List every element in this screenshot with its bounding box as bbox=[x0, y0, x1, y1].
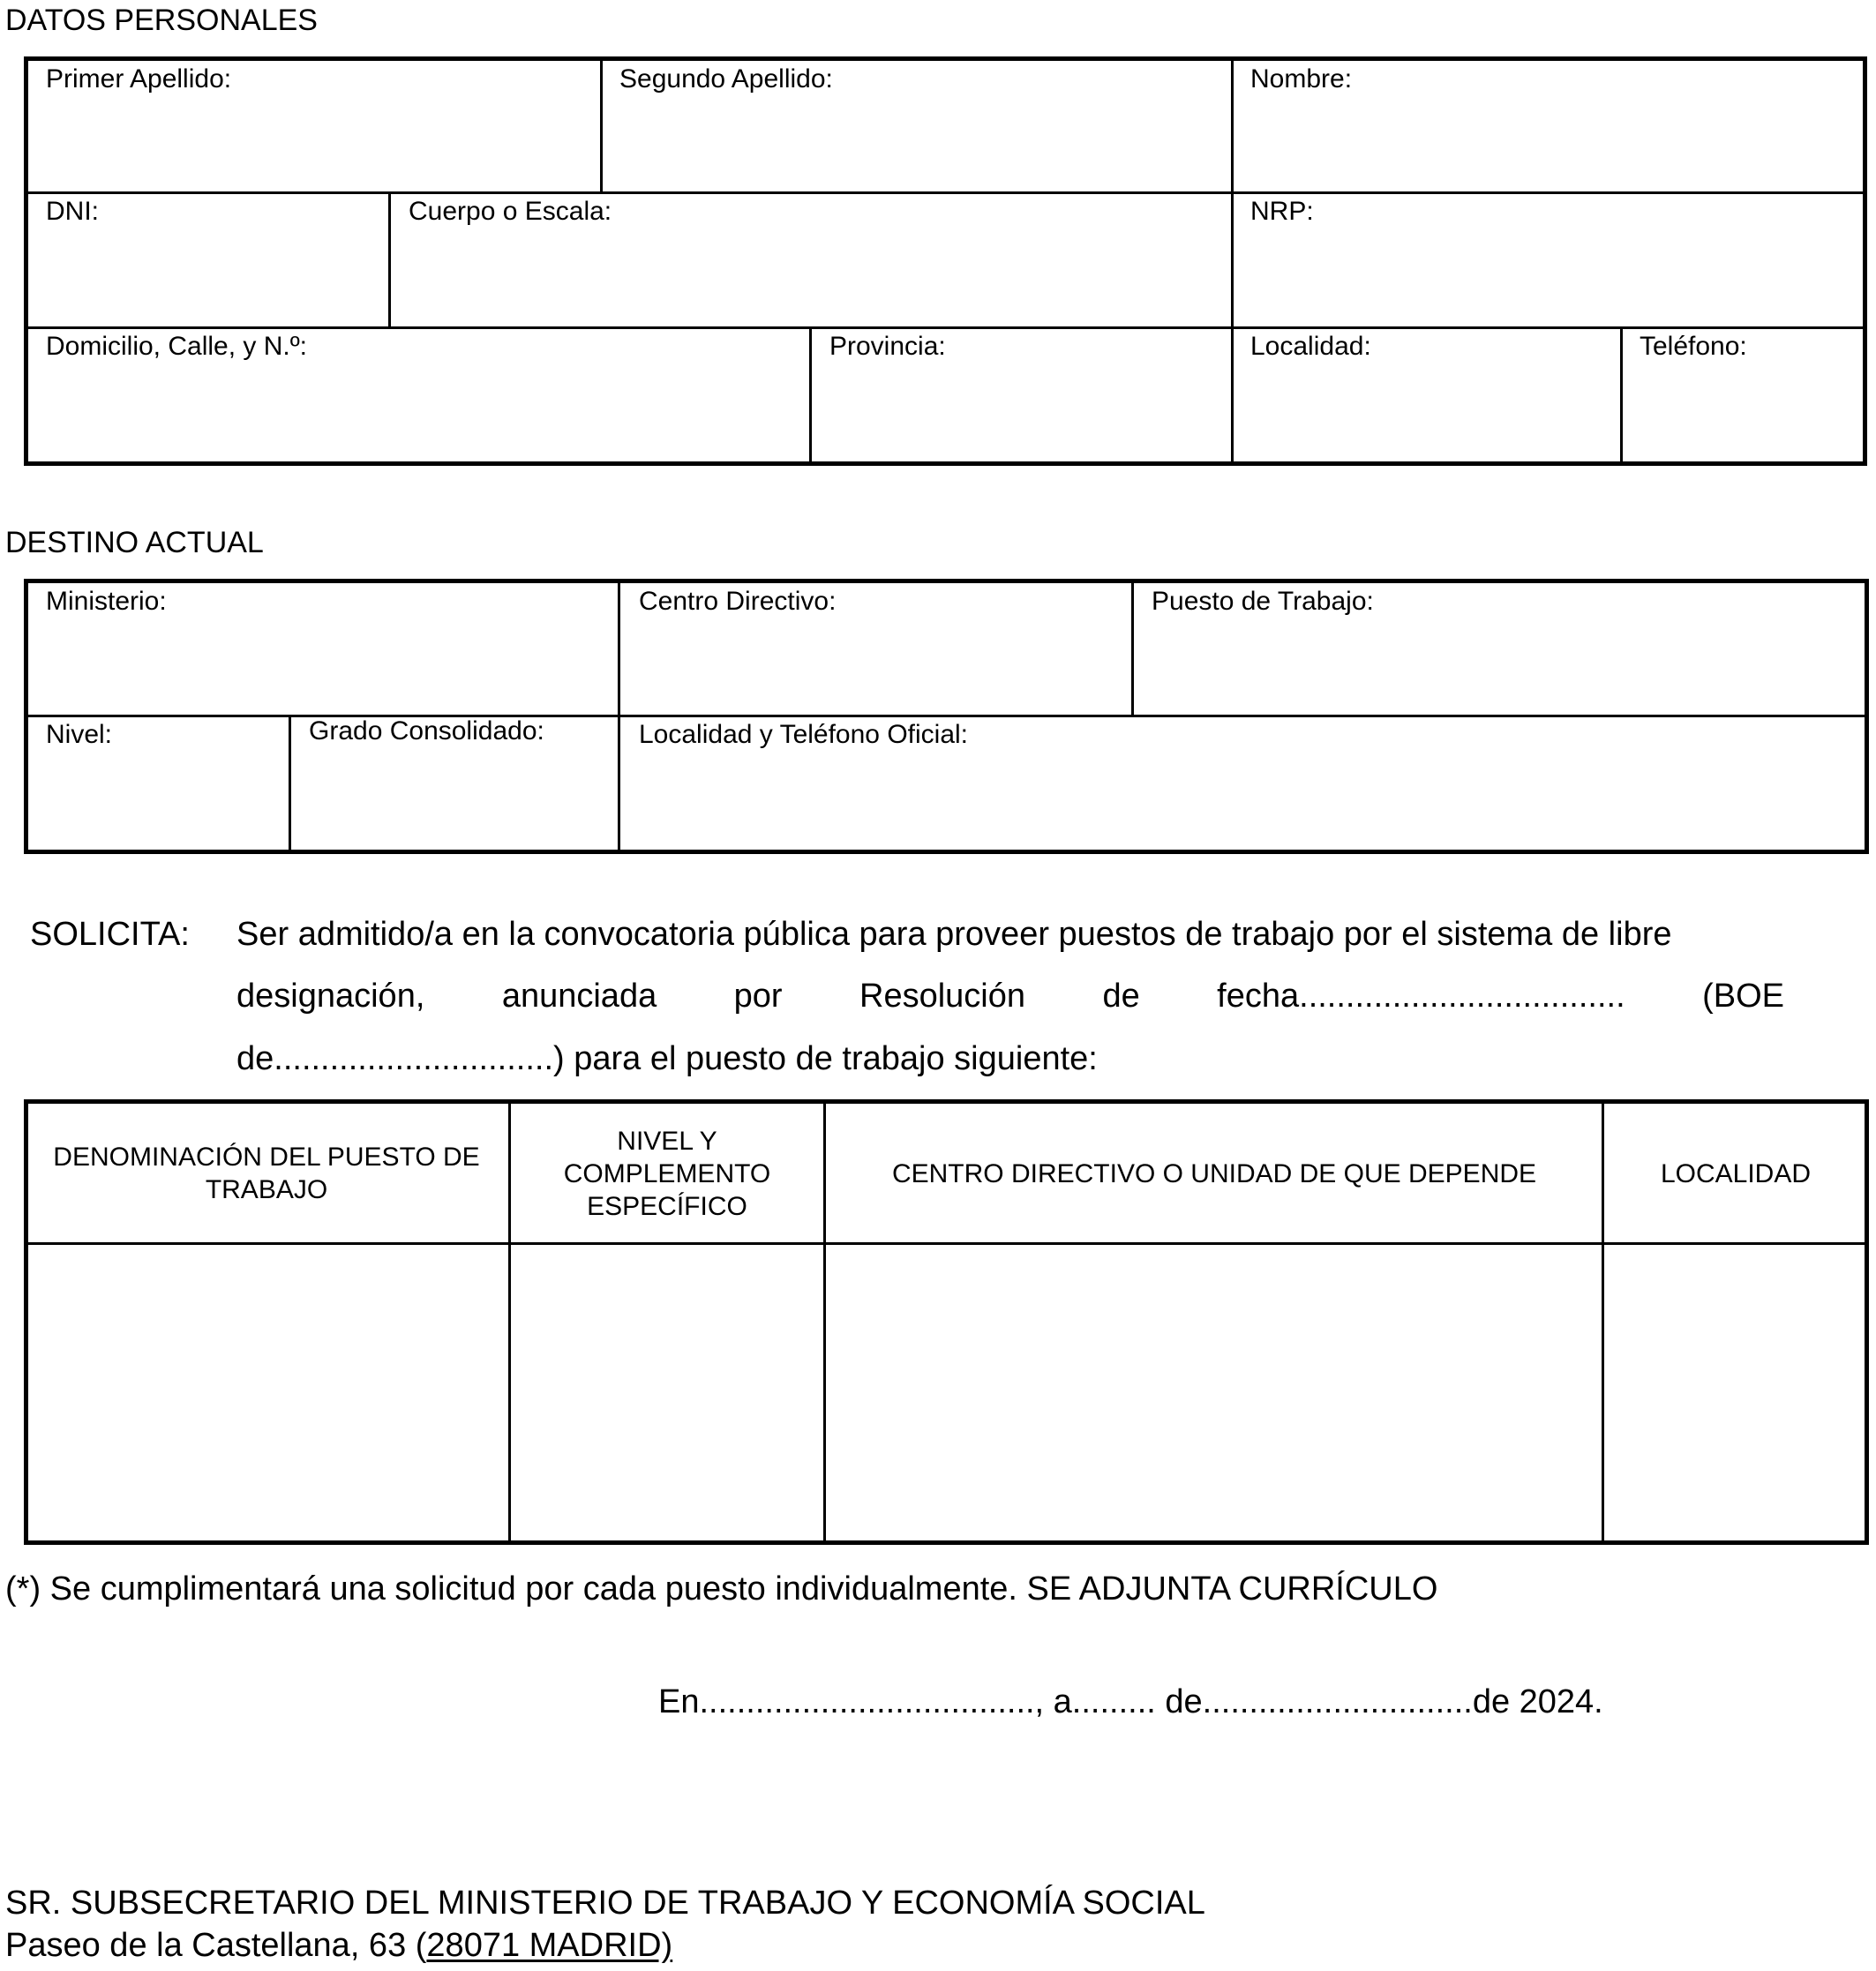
form-frame bbox=[24, 56, 1867, 466]
localidad-field[interactable]: Localidad: bbox=[1250, 332, 1371, 361]
addressee-line-1: SR. SUBSECRETARIO DEL MINISTERIO DE TRABAJO Y ECONOMÍA SOCIAL bbox=[5, 1885, 1205, 1922]
header-divider bbox=[26, 1242, 1865, 1245]
address-postal-city: 28071 MADRID) bbox=[426, 1927, 673, 1964]
cuerpo-escala-field[interactable]: Cuerpo o Escala: bbox=[409, 197, 612, 226]
date-line: En...................................., a......... de.............................de 2024. bbox=[658, 1683, 1603, 1720]
provincia-field[interactable]: Provincia: bbox=[829, 332, 946, 361]
nrp-field[interactable]: NRP: bbox=[1250, 197, 1314, 226]
column-divider bbox=[1602, 1102, 1604, 1542]
telefono-field[interactable]: Teléfono: bbox=[1640, 332, 1747, 361]
solicita-label: SOLICITA: bbox=[30, 916, 190, 953]
column-divider bbox=[1620, 328, 1623, 463]
header-nivel-complemento: NIVEL Y COMPLEMENTO ESPECÍFICO bbox=[563, 1126, 771, 1221]
cell-localidad[interactable] bbox=[1605, 1246, 1865, 1540]
header-centro-directivo: CENTRO DIRECTIVO O UNIDAD DE QUE DEPENDE bbox=[891, 1158, 1537, 1188]
column-divider bbox=[618, 581, 620, 851]
primer-apellido-field[interactable]: Primer Apellido: bbox=[46, 64, 232, 94]
solicita-word: por bbox=[733, 978, 783, 1015]
address-street: Paseo de la Castellana, 63 ( bbox=[5, 1927, 427, 1964]
header-localidad: LOCALIDAD bbox=[1660, 1158, 1812, 1188]
centro-directivo-field[interactable]: Centro Directivo: bbox=[639, 587, 837, 616]
segundo-apellido-field[interactable]: Segundo Apellido: bbox=[619, 64, 833, 94]
column-divider bbox=[823, 1102, 826, 1542]
nivel-field[interactable]: Nivel: bbox=[46, 720, 113, 749]
ministerio-field[interactable]: Ministerio: bbox=[46, 587, 167, 616]
solicita-line-2 bbox=[236, 978, 1784, 1014]
nombre-field[interactable]: Nombre: bbox=[1250, 64, 1353, 94]
column-divider bbox=[600, 59, 603, 193]
column-divider bbox=[388, 193, 391, 328]
column-divider bbox=[289, 716, 291, 851]
cell-nivel-complemento[interactable] bbox=[512, 1246, 822, 1540]
section-title-datos-personales: DATOS PERSONALES bbox=[5, 4, 318, 37]
solicita-word: de bbox=[1102, 978, 1140, 1015]
grado-consolidado-field[interactable]: Grado Consolidado: bbox=[309, 716, 544, 746]
column-divider bbox=[1131, 581, 1134, 716]
puesto-trabajo-field[interactable]: Puesto de Trabajo: bbox=[1152, 587, 1374, 616]
solicita-word: anunciada bbox=[501, 978, 657, 1015]
row-divider bbox=[26, 715, 1865, 717]
cell-centro-directivo[interactable] bbox=[827, 1246, 1600, 1540]
column-divider bbox=[809, 328, 812, 463]
solicita-word: Resolución bbox=[859, 978, 1026, 1015]
solicita-line-3: de..............................) para el puesto de trabajo siguiente: bbox=[236, 1040, 1098, 1077]
cell-denominacion[interactable] bbox=[27, 1246, 507, 1540]
solicita-word: (BOE bbox=[1702, 978, 1784, 1015]
section-title-destino-actual: DESTINO ACTUAL bbox=[5, 526, 264, 559]
footnote: (*) Se cumplimentará una solicitud por cada puesto individualmente. SE ADJUNTA CURRÍCULO bbox=[5, 1570, 1438, 1608]
dni-field[interactable]: DNI: bbox=[46, 197, 99, 226]
header-denominacion: DENOMINACIÓN DEL PUESTO DE TRABAJO bbox=[53, 1143, 480, 1204]
solicita-line-1: Ser admitido/a en la convocatoria pública para proveer puestos de trabajo por el sistema de libre bbox=[236, 916, 1672, 953]
column-divider bbox=[1231, 59, 1234, 463]
localidad-telefono-field[interactable]: Localidad y Teléfono Oficial: bbox=[639, 720, 969, 749]
solicita-word: designación, bbox=[236, 978, 425, 1015]
column-divider bbox=[508, 1102, 511, 1542]
row-divider bbox=[26, 191, 1864, 194]
addressee-line-2 bbox=[5, 1927, 672, 1964]
solicita-word: fecha................................... bbox=[1217, 978, 1625, 1015]
domicilio-field[interactable]: Domicilio, Calle, y N.º: bbox=[46, 332, 308, 361]
row-divider bbox=[26, 326, 1864, 329]
